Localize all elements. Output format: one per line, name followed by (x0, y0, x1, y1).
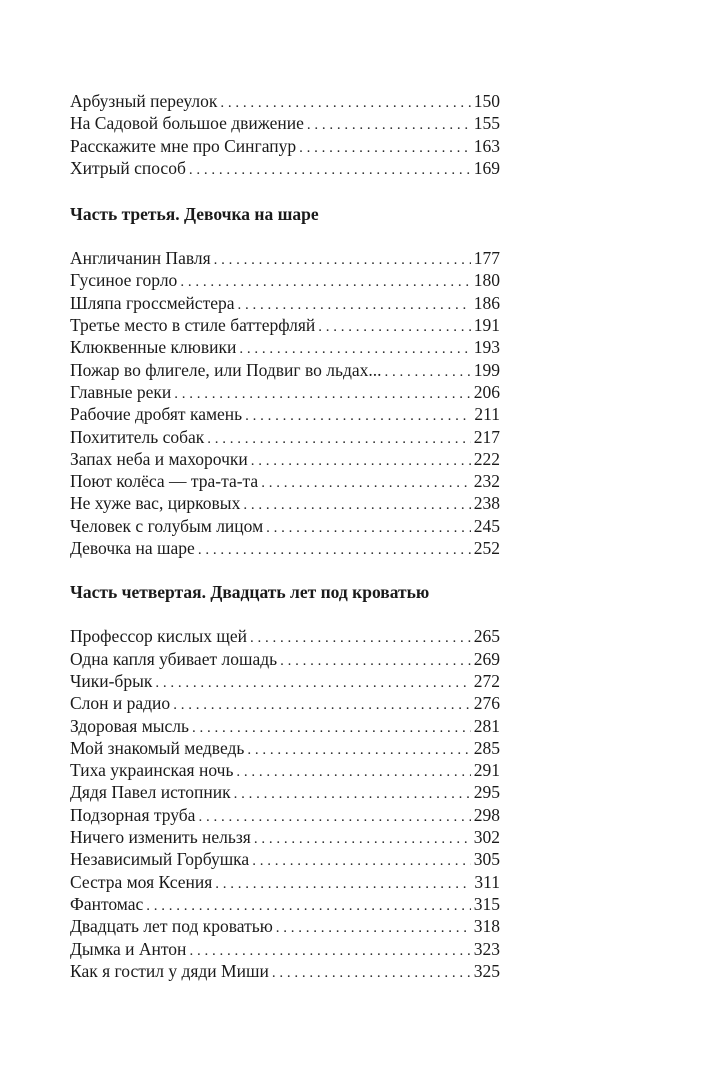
toc-entry-page: 180 (473, 270, 500, 291)
toc-leader-dots (174, 383, 471, 405)
toc-entry-page: 150 (473, 91, 500, 111)
toc-entry-title: Поют колёса — тра-та-та (70, 471, 259, 492)
toc-entry-page: 291 (473, 760, 500, 781)
toc-entry (70, 426, 500, 448)
toc-entry-title: Как я гостил у дяди Миши (70, 960, 269, 981)
toc-entry-title: Мой знакомый медведь (70, 737, 245, 758)
toc-entry (70, 470, 500, 492)
toc-entry-title: Дядя Павел истопник (70, 782, 231, 803)
toc-entry-page: 281 (473, 715, 500, 736)
toc-entry (70, 359, 500, 381)
toc-entry (70, 648, 500, 670)
toc-entry-page: 325 (473, 960, 500, 981)
toc-entry (70, 492, 500, 514)
toc-entry-page: 217 (473, 426, 500, 447)
toc-entry-page: 311 (474, 871, 500, 892)
toc-entry (70, 269, 500, 291)
toc-entry-title: Слон и радио (70, 693, 171, 714)
toc-entry (70, 90, 500, 112)
toc-leader-dots (245, 405, 471, 427)
toc-entry-page: 199 (473, 359, 500, 380)
toc-entry (70, 781, 500, 803)
toc-entry-title: Ничего изменить нельзя (70, 827, 251, 848)
toc-entry-page: 305 (473, 849, 500, 870)
toc-leader-dots (261, 472, 471, 494)
toc-entry-title: Тиха украинская ночь (70, 760, 234, 781)
toc-entry (70, 737, 500, 759)
toc-entry-title: Расскажите мне про Сингапур (70, 135, 297, 156)
toc-entry-title: Рабочие дробят камень (70, 404, 243, 425)
toc-entry-title: Шляпа гроссмейстера (70, 292, 235, 313)
toc-leader-dots (155, 672, 470, 694)
toc-leader-dots (254, 828, 471, 850)
toc-entry-page: 191 (473, 315, 500, 336)
toc-entry (70, 804, 500, 826)
toc-leader-dots (299, 137, 471, 159)
toc-leader-dots (239, 338, 470, 360)
toc-entry-page: 222 (473, 448, 500, 469)
toc-leader-dots (146, 895, 470, 917)
toc-leader-dots (236, 761, 470, 783)
toc-entry (70, 448, 500, 470)
toc-entry-page: 169 (473, 157, 500, 178)
toc-entry (70, 871, 500, 893)
toc-leader-dots (385, 361, 471, 383)
part-3-heading: Часть третья. Девочка на шаре (70, 204, 319, 225)
toc-entry-page: 252 (473, 538, 500, 559)
toc-entry-title: Девочка на шаре (70, 538, 195, 559)
toc-leader-dots (307, 114, 471, 136)
toc-leader-dots (198, 806, 470, 828)
toc-entry (70, 247, 500, 269)
toc-entry (70, 157, 500, 179)
toc-entry-page: 206 (473, 381, 500, 402)
toc-entry (70, 938, 500, 960)
toc-entry-title: Хитрый способ (70, 157, 186, 178)
toc-entry-page: 302 (473, 827, 500, 848)
toc-leader-dots (189, 159, 471, 181)
toc-leader-dots (252, 850, 471, 872)
toc-leader-dots (276, 917, 471, 939)
toc-entry (70, 759, 500, 781)
toc-entry-page: 276 (473, 693, 500, 714)
part-4-heading: Часть четвертая. Двадцать лет под кроватью (70, 582, 430, 603)
toc-leader-dots (198, 539, 471, 561)
toc-entry-title: Фантомас (70, 893, 144, 914)
toc-entry-page: 285 (473, 737, 500, 758)
toc-entry-title: Похититель собак (70, 426, 205, 447)
toc-leader-dots (251, 450, 471, 472)
toc-leader-dots (220, 92, 470, 114)
toc-entry-title: Не хуже вас, цирковых (70, 493, 241, 514)
toc-entry-title: Пожар во флигеле, или Подвиг во льдах... (70, 359, 382, 380)
toc-entry-page: 269 (473, 648, 500, 669)
toc-leader-dots (192, 717, 471, 739)
toc-entry (70, 537, 500, 559)
toc-entry (70, 960, 500, 982)
toc-entry-page: 232 (473, 471, 500, 492)
toc-entry-title: На Садовой большое движение (70, 113, 304, 134)
toc-entry (70, 715, 500, 737)
toc-entry-page: 315 (473, 893, 500, 914)
toc-entry (70, 135, 500, 157)
toc-leader-dots (238, 294, 471, 316)
toc-entry-title: Независимый Горбушка (70, 849, 250, 870)
toc-entry-title: Третье место в стиле баттерфляй (70, 315, 316, 336)
toc-entry-page: 272 (473, 670, 500, 691)
toc-entry-title: Запах неба и махорочки (70, 448, 248, 469)
toc-entry-page: 186 (473, 292, 500, 313)
toc-entry-page: 238 (473, 493, 500, 514)
toc-leader-dots (280, 650, 471, 672)
toc-entry-title: Гусиное горло (70, 270, 178, 291)
toc-entry (70, 893, 500, 915)
toc-entry-page: 155 (473, 113, 500, 134)
toc-leader-dots (266, 517, 471, 539)
toc-entry (70, 826, 500, 848)
toc-entry-title: Человек с голубым лицом (70, 515, 264, 536)
toc-entry-title: Дымка и Антон (70, 938, 187, 959)
toc-entry-page: 323 (473, 938, 500, 959)
toc-leader-dots (214, 249, 471, 271)
toc-entry (70, 314, 500, 336)
toc-leader-dots (207, 428, 470, 450)
toc-entry (70, 515, 500, 537)
toc-entry-page: 193 (473, 337, 500, 358)
toc-leader-dots (234, 783, 471, 805)
toc-leader-dots (189, 940, 470, 962)
toc-leader-dots (243, 494, 470, 516)
toc-entry-page: 318 (473, 916, 500, 937)
toc-leader-dots (272, 962, 471, 984)
toc-entry-page: 211 (474, 404, 500, 425)
toc-entry-page: 245 (473, 515, 500, 536)
toc-entry-title: Арбузный переулок (70, 91, 218, 111)
toc-list-part-2-continued (70, 90, 500, 179)
toc-entry-title: Чики-брык (70, 670, 153, 691)
toc-entry-page: 163 (473, 135, 500, 156)
toc-entry (70, 112, 500, 134)
toc-entry (70, 692, 500, 714)
toc-leader-dots (173, 694, 471, 716)
toc-entry-title: Сестра моя Ксения (70, 871, 213, 892)
toc-entry-page: 177 (473, 248, 500, 269)
toc-entry (70, 336, 500, 358)
toc-entry-title: Профессор кислых щей (70, 626, 247, 647)
toc-entry (70, 292, 500, 314)
toc-leader-dots (215, 873, 471, 895)
toc-entry-title: Двадцать лет под кроватью (70, 916, 273, 937)
toc-entry (70, 670, 500, 692)
toc-leader-dots (318, 316, 470, 338)
toc-entry (70, 848, 500, 870)
toc-entry-page: 265 (473, 626, 500, 647)
toc-entry-title: Здоровая мысль (70, 715, 190, 736)
toc-entry (70, 625, 500, 647)
toc-entry (70, 915, 500, 937)
toc-entry-title: Клюквенные клювики (70, 337, 237, 358)
toc-entry-page: 298 (473, 804, 500, 825)
toc-entry (70, 403, 500, 425)
table-of-contents (70, 90, 500, 982)
toc-list-part-3 (70, 247, 500, 559)
toc-leader-dots (247, 739, 470, 761)
toc-entry-title: Одна капля убивает лошадь (70, 648, 278, 669)
toc-list-part-4 (70, 625, 500, 982)
toc-entry-title: Главные реки (70, 381, 172, 402)
toc-entry (70, 381, 500, 403)
toc-entry-title: Англичанин Павля (70, 248, 211, 269)
toc-leader-dots (250, 627, 471, 649)
toc-leader-dots (180, 271, 470, 293)
toc-entry-title: Подзорная труба (70, 804, 196, 825)
toc-entry-page: 295 (473, 782, 500, 803)
